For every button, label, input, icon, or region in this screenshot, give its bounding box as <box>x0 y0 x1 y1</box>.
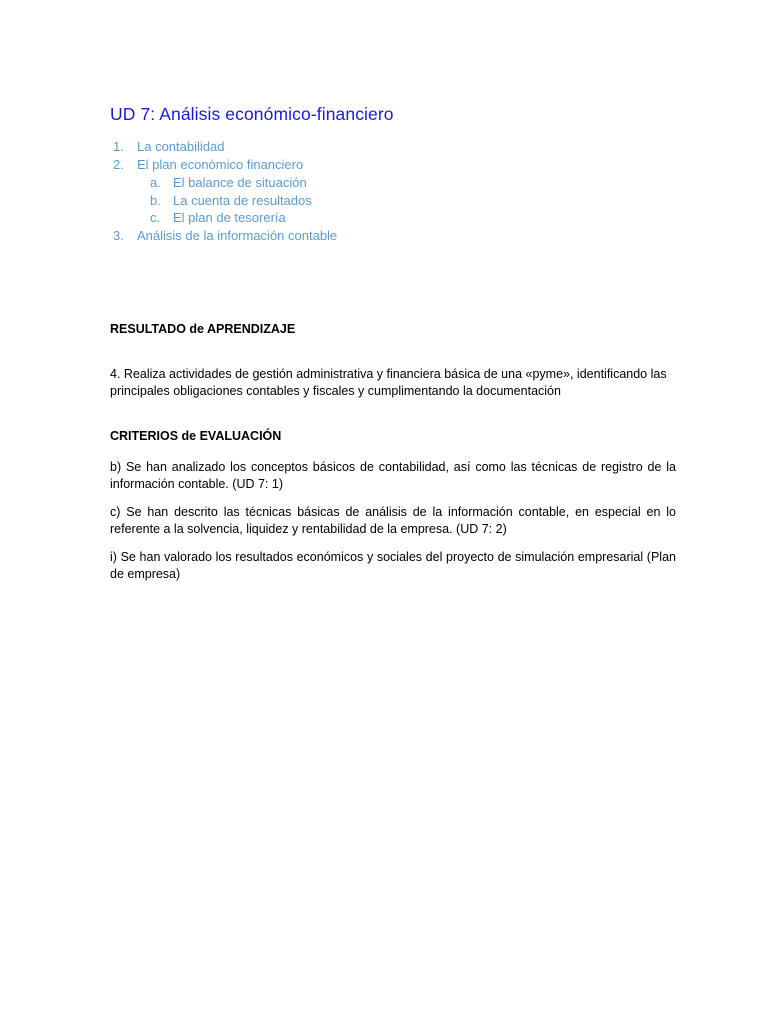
learning-outcome-text: 4. Realiza actividades de gestión administrativa y financiera básica de una «pyme», identificando las principales obligaciones contables y fiscales y cumplimentando la documentación <box>110 367 667 398</box>
toc-item-label: La contabilidad <box>137 139 225 154</box>
toc-subitem <box>110 192 630 210</box>
toc-item <box>110 138 630 156</box>
toc-item-number: 1. <box>113 139 124 154</box>
evaluation-criteria-heading: CRITERIOS de EVALUACIÓN <box>110 429 282 443</box>
document-title: UD 7: Análisis económico-financiero <box>110 104 394 124</box>
toc-item-label: Análisis de la información contable <box>137 227 338 243</box>
toc-item-number: 3. <box>113 227 124 243</box>
toc-item-number: 2. <box>113 157 124 172</box>
toc-sublist-container <box>110 174 630 227</box>
criterion-item: i) Se han valorado los resultados económicos y sociales del proyecto de simulación empresarial (Plan de empresa) <box>110 550 676 581</box>
learning-outcome-heading: RESULTADO de APRENDIZAJE <box>110 322 296 336</box>
toc-subitem <box>110 209 630 227</box>
toc-item <box>110 227 630 245</box>
toc-subitem-label: La cuenta de resultados <box>173 192 312 208</box>
toc-subitem-letter: a. <box>150 175 161 190</box>
table-of-contents <box>110 138 630 245</box>
toc-subitem-label: El balance de situación <box>173 175 307 190</box>
toc-subitem-label: El plan de tesorería <box>173 210 286 225</box>
toc-subitem <box>110 174 630 192</box>
toc-item <box>110 156 630 174</box>
criterion-item: c) Se han descrito las técnicas básicas de análisis de la información contable, en especial en lo referente a la solvencia, liquidez y rentabilidad de la empresa. (UD 7: 2) <box>110 505 676 536</box>
toc-subitem-letter: b. <box>150 192 161 208</box>
toc-subitem-letter: c. <box>150 210 161 225</box>
toc-item-label: El plan económico financiero <box>137 157 304 172</box>
criterion-item: b) Se han analizado los conceptos básicos de contabilidad, así como las técnicas de registro de la información contable. (UD 7: 1) <box>110 460 676 491</box>
toc-sublist <box>110 174 630 227</box>
